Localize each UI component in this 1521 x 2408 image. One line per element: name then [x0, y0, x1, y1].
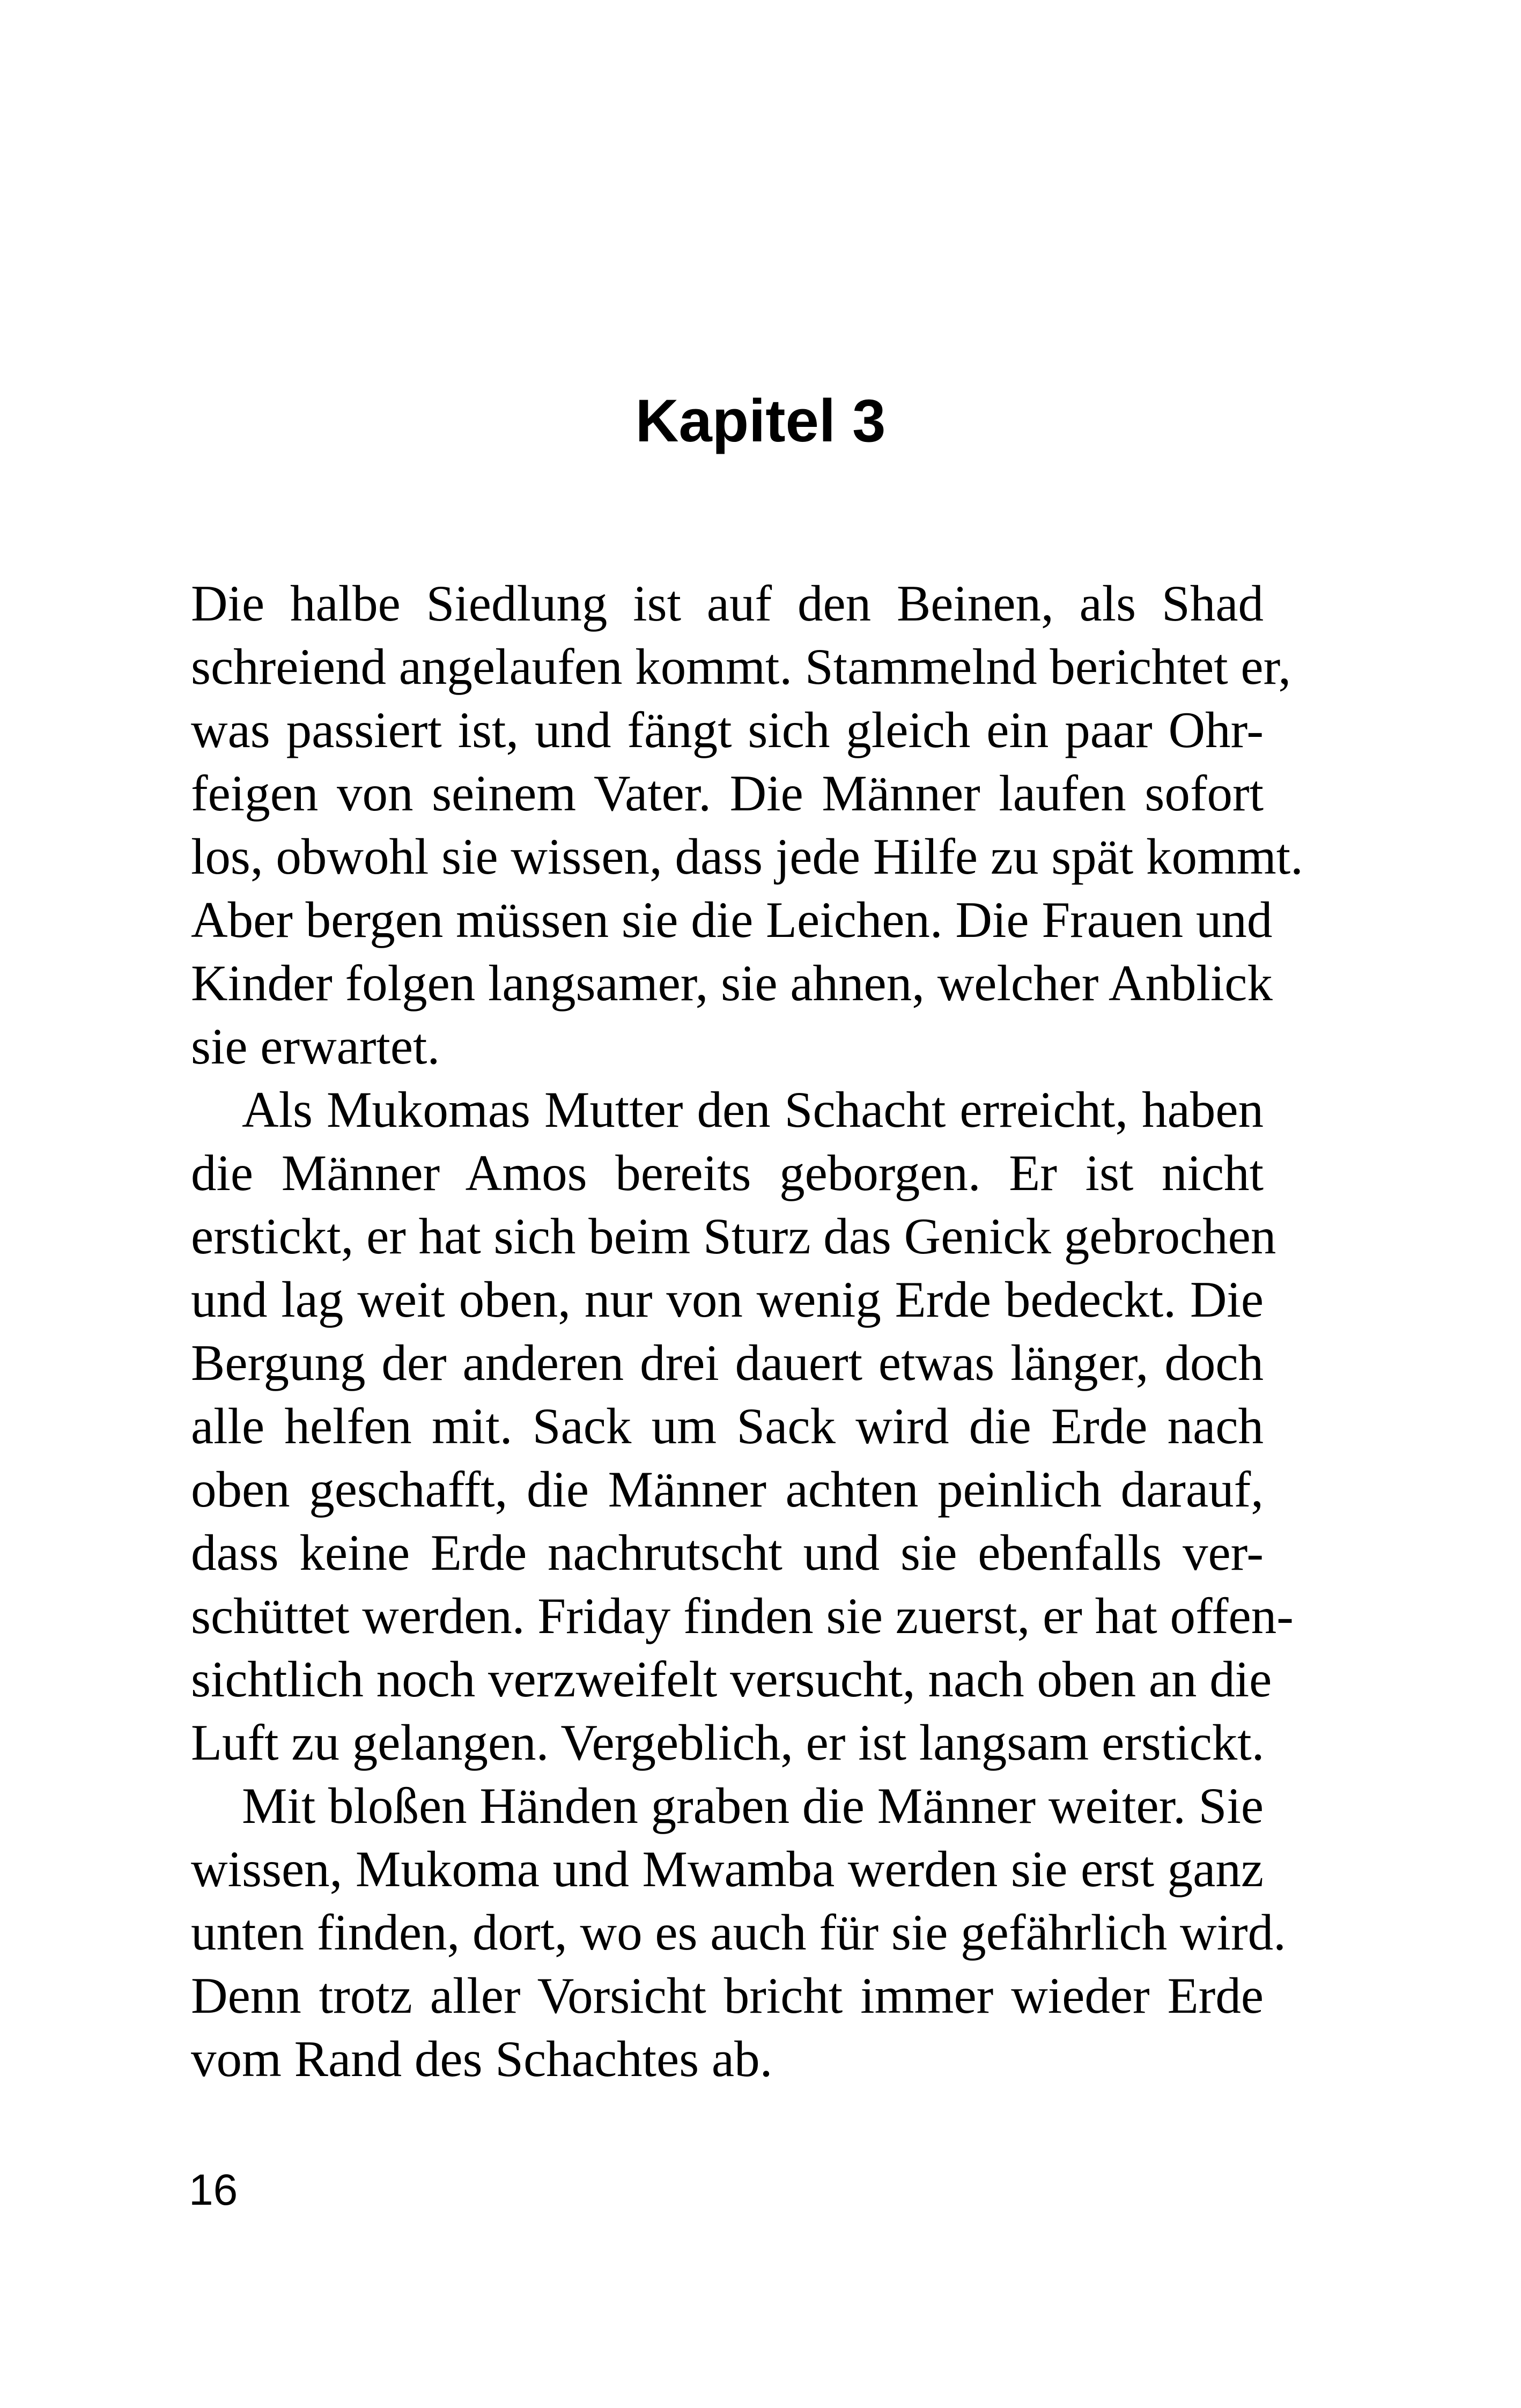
page-number: 16	[189, 2166, 238, 2214]
text-line: feigen von seinem Vater. Die Männer laufen sofort	[191, 765, 1264, 822]
text-line: schreiend angelaufen kommt. Stammelnd berichtet er,	[191, 638, 1291, 695]
chapter-title: Kapitel 3	[635, 387, 886, 454]
text-line: Mit bloßen Händen graben die Männer weiter. Sie	[242, 1777, 1264, 1834]
paragraph-3	[191, 1774, 1286, 2091]
text-line: sichtlich noch verzweifelt versucht, nach oben an die	[191, 1651, 1272, 1708]
paragraph-2	[191, 1078, 1294, 1774]
text-line: was passiert ist, und fängt sich gleich ein paar Ohr-	[191, 701, 1264, 758]
text-line: vom Rand des Schachtes ab.	[191, 2030, 773, 2087]
text-line: sie erwartet.	[191, 1018, 440, 1075]
text-line: und lag weit oben, nur von wenig Erde bedeckt. Die	[191, 1271, 1264, 1328]
text-line: Luft zu gelangen. Vergeblich, er ist langsam erstickt.	[191, 1714, 1265, 1771]
text-line: los, obwohl sie wissen, dass jede Hilfe zu spät kommt.	[191, 828, 1303, 885]
text-line: unten finden, dort, wo es auch für sie gefährlich wird.	[191, 1904, 1286, 1961]
text-line: oben geschafft, die Männer achten peinlich darauf,	[191, 1461, 1264, 1518]
text-line: die Männer Amos bereits geborgen. Er ist nicht	[191, 1144, 1264, 1201]
text-line: erstickt, er hat sich beim Sturz das Genick gebrochen	[191, 1208, 1276, 1265]
text-line: Bergung der anderen drei dauert etwas länger, doch	[191, 1334, 1264, 1391]
text-line: Die halbe Siedlung ist auf den Beinen, als Shad	[191, 575, 1264, 632]
text-line: Kinder folgen langsamer, sie ahnen, welcher Anblick	[191, 955, 1273, 1011]
text-line: Als Mukomas Mutter den Schacht erreicht, haben	[242, 1081, 1264, 1138]
text-line: alle helfen mit. Sack um Sack wird die Erde nach	[191, 1398, 1264, 1454]
paragraph-1	[191, 572, 1303, 1078]
text-line: Aber bergen müssen sie die Leichen. Die Frauen und	[191, 891, 1273, 948]
text-line: dass keine Erde nachrutscht und sie ebenfalls ver-	[191, 1524, 1264, 1581]
text-line: Denn trotz aller Vorsicht bricht immer wieder Erde	[191, 1967, 1264, 2024]
chapter-body	[191, 572, 1303, 2091]
text-line: schüttet werden. Friday finden sie zuerst, er hat offen-	[191, 1587, 1294, 1644]
text-line: wissen, Mukoma und Mwamba werden sie erst ganz	[191, 1841, 1264, 1897]
